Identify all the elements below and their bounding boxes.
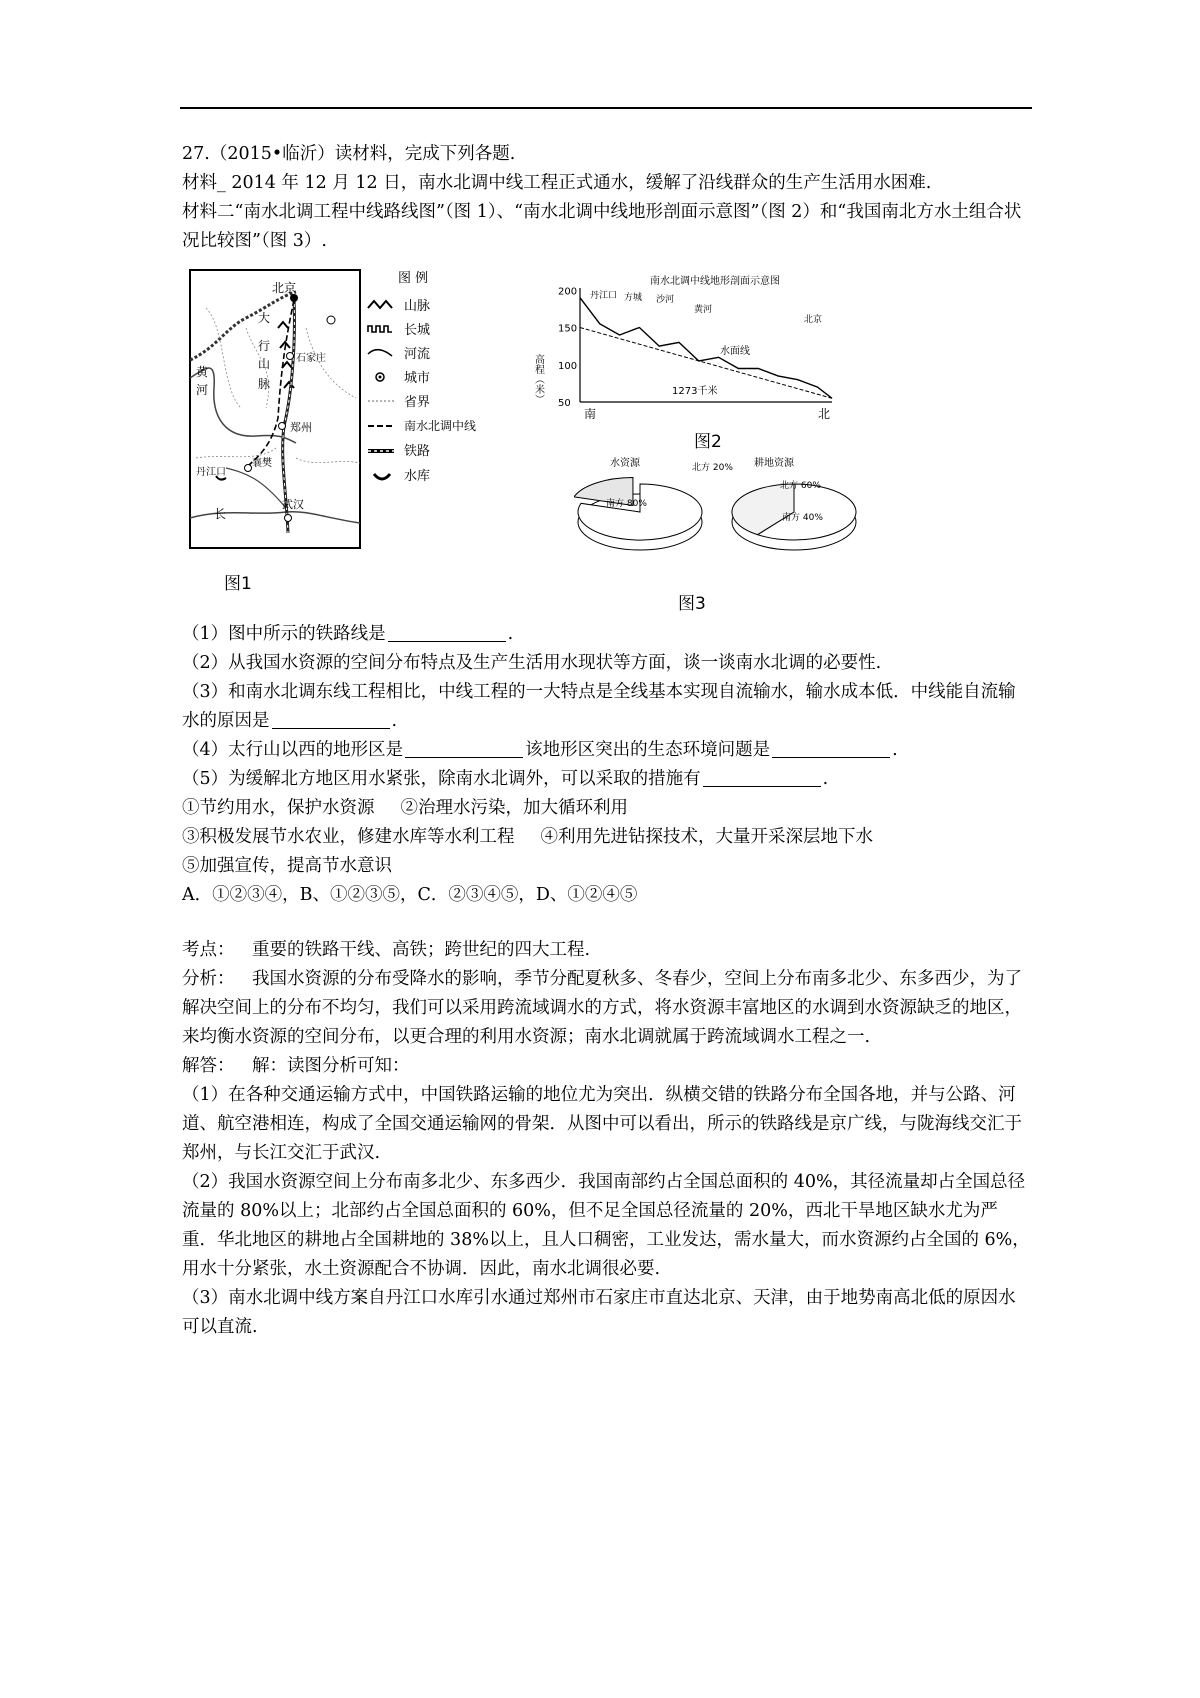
figure-2-terrain-profile (532, 268, 842, 428)
mountain-label-xing: 行 (258, 339, 271, 353)
answer-blank-3[interactable] (272, 708, 390, 729)
place-huanghe: 黄河 (694, 305, 713, 315)
river-label-he: 河 (196, 383, 209, 397)
city-label-zhengzhou: 郑州 (290, 421, 312, 434)
city-label-xiangfan: 襄樊 (252, 458, 272, 469)
svg-text:长城: 长城 (404, 323, 431, 338)
question-document (182, 140, 1032, 1342)
route-map-svg (186, 268, 531, 588)
answer-blank-4b[interactable] (772, 737, 890, 758)
figure-2-caption: 图2 (694, 432, 722, 452)
sub-question-5: （5）为缓解北方地区用水紧张，除南水北调外，可以采取的措施有 . (182, 765, 1032, 794)
place-fangcheng: 方城 (624, 293, 643, 303)
legend-great-wall (368, 323, 430, 338)
option-4: ④利用先进钻探技术，大量开采深层地下水 (540, 827, 873, 847)
legend-title: 图 例 (398, 271, 429, 286)
figures-area (182, 260, 1032, 618)
figure-1-route-map (186, 268, 531, 588)
mountain-label-da: 大 (258, 311, 271, 325)
sub-question-3: （3）和南水北调东线工程相比，中线工程的一大特点是全线基本实现自流输水，输水成本低．中线能自流输水的原因是 . (182, 682, 1016, 731)
svg-text:省界: 省界 (404, 395, 431, 410)
option-5: ⑤加强宣传，提高节水意识 (182, 856, 392, 876)
answer-blank-4a[interactable] (405, 737, 523, 758)
answer-2: （2）我国水资源空间上分布南多北少、东多西少．我国南部约占全国总面积的 40%，其径流量却占全国总径流量的 80%以上；北部约占全国总面积的 60%，但不足全国总径流量的 20%，西北干旱地区缺水尤为严重．华北地区的耕地占全国耕地的 38%以上，且人口稠密，工业发达，需水量大，而水资源约占全国的 6%，用水十分紧张，水土资源配合不协调．因此，南水北调很必要. (182, 1172, 1030, 1279)
legend-central-route (368, 418, 476, 433)
city-label-danjiangkou: 丹江口 (196, 467, 226, 478)
water-surface-label: 水面线 (720, 346, 750, 357)
profile-north: 北 (818, 407, 831, 421)
legend-mountain (368, 299, 430, 314)
sub-question-2: （2）从我国水资源的空间分布特点及生产生活用水现状等方面，谈一谈南水北调的必要性. (182, 653, 882, 673)
option-3: ③积极发展节水农业，修建水库等水利工程 (182, 827, 515, 847)
water-north-label: 北方 20% (692, 463, 733, 473)
place-shahe: 沙河 (656, 295, 675, 305)
profile-ytick-150: 150 (558, 323, 578, 335)
answer-1: （1）在各种交通运输方式中，中国铁路运输的地位尤为突出．纵横交错的铁路分布全国各地，并与公路、河道、航空港相连，构成了全国交通运输网的骨架．从图中可以看出，所示的铁路线是京广线，与陇海线交汇于郑州，与长江交汇于武汉. (182, 1085, 1022, 1163)
figure-3-caption: 图3 (678, 594, 706, 614)
option-row-1 (182, 794, 1032, 823)
answer-blank-1[interactable] (388, 621, 506, 642)
city-label-beijing: 北京 (272, 281, 297, 295)
mountain-label-mai: 脉 (258, 377, 271, 391)
svg-text:城市: 城市 (404, 371, 431, 386)
profile-ytick-100: 100 (558, 360, 578, 372)
svg-text:南水北调中线: 南水北调中线 (404, 419, 477, 433)
header-rule (180, 107, 1032, 109)
answer-blank-5[interactable] (703, 766, 821, 787)
sub-question-4: （4）太行山以西的地形区是 该地形区突出的生态环境问题是 . (182, 736, 1032, 765)
legend-railway (368, 443, 430, 459)
legend-province-border (368, 394, 430, 410)
svg-text:铁路: 铁路 (404, 444, 431, 459)
city-label-wuhan: 武汉 (282, 498, 304, 511)
fenxi: 分析： 我国水资源的分布受降水的影响，季节分配夏秋多、冬春少，空间上分布南多北少、东多西少，为了解决空间上的分布不均匀，我们可以采用跨流域调水的方式，将水资源丰富地区的水调到水资源缺乏的地区，来均衡水资源的空间分布，以更合理的利用水资源；南水北调就属于跨流域调水工程之一. (182, 969, 1022, 1047)
legend-river (368, 346, 430, 362)
city-label-shijiazhuang: 石家庄 (296, 353, 326, 364)
kaodian: 考点： 重要的铁路干线、高铁；跨世纪的四大工程. (182, 940, 591, 960)
figure-1-caption: 图1 (224, 574, 252, 594)
answer-3: （3）南水北调中线方案自丹江口水库引水通过郑州市石家庄市直达北京、天津，由于地势南高北低的原因水可以直流. (182, 1288, 1016, 1337)
profile-ylabel: 高程（米） (532, 354, 544, 404)
land-north-label: 北方 60% (780, 481, 821, 491)
jieda: 解答： 解：读图分析可知： (182, 1056, 410, 1076)
profile-title: 南水北调中线地形剖面示意图 (650, 276, 780, 287)
svg-text:河流: 河流 (404, 347, 431, 362)
place-danjiangkou: 丹江口 (590, 291, 618, 301)
water-south-label: 南方 80% (606, 499, 647, 509)
sub-question-1: （1）图中所示的铁路线是 . (182, 620, 1032, 649)
material-one: 材料_ 2014 年 12 月 12 日，南水北调中线工程正式通水，缓解了沿线群众的生产生活用水困难. (182, 173, 932, 193)
question-title: 27.（2015•临沂）读材料，完成下列各题. (182, 144, 516, 164)
svg-text:山脉: 山脉 (404, 299, 431, 314)
option-2: ②治理水污染，加大循环利用 (400, 798, 628, 818)
place-beijing: 北京 (804, 315, 823, 325)
option-1: ①节约用水，保护水资源 (182, 798, 375, 818)
pies-svg (574, 452, 894, 584)
profile-ytick-50: 50 (558, 398, 571, 409)
legend-reservoir (374, 468, 430, 484)
material-two: 材料二“南水北调工程中线路线图”（图 1）、“南水北调中线地形剖面示意图”（图 2）和“我国南北方水土组合状况比较图”（图 3）. (182, 202, 1022, 251)
water-pie-title: 水资源 (610, 458, 640, 469)
land-pie-title: 耕地资源 (754, 458, 794, 469)
land-pie (732, 484, 856, 540)
profile-ytick-200: 200 (558, 286, 578, 298)
svg-text:水库: 水库 (404, 469, 431, 484)
land-south-label: 南方 40% (782, 513, 823, 523)
legend-city (376, 371, 430, 386)
river-label-chang: 长 (214, 507, 227, 521)
river-label-huang: 黄 (196, 365, 209, 379)
figure-3-pies (574, 452, 894, 584)
profile-south: 南 (584, 407, 597, 421)
mountain-label-shan: 山 (258, 357, 271, 371)
option-row-2 (182, 823, 1032, 852)
answer-choices: A．①②③④，B、①②③⑤，C．②③④⑤，D、①②④⑤ (182, 885, 638, 905)
profile-distance: 1273千米 (672, 386, 718, 397)
terrain-profile-svg (532, 268, 842, 428)
